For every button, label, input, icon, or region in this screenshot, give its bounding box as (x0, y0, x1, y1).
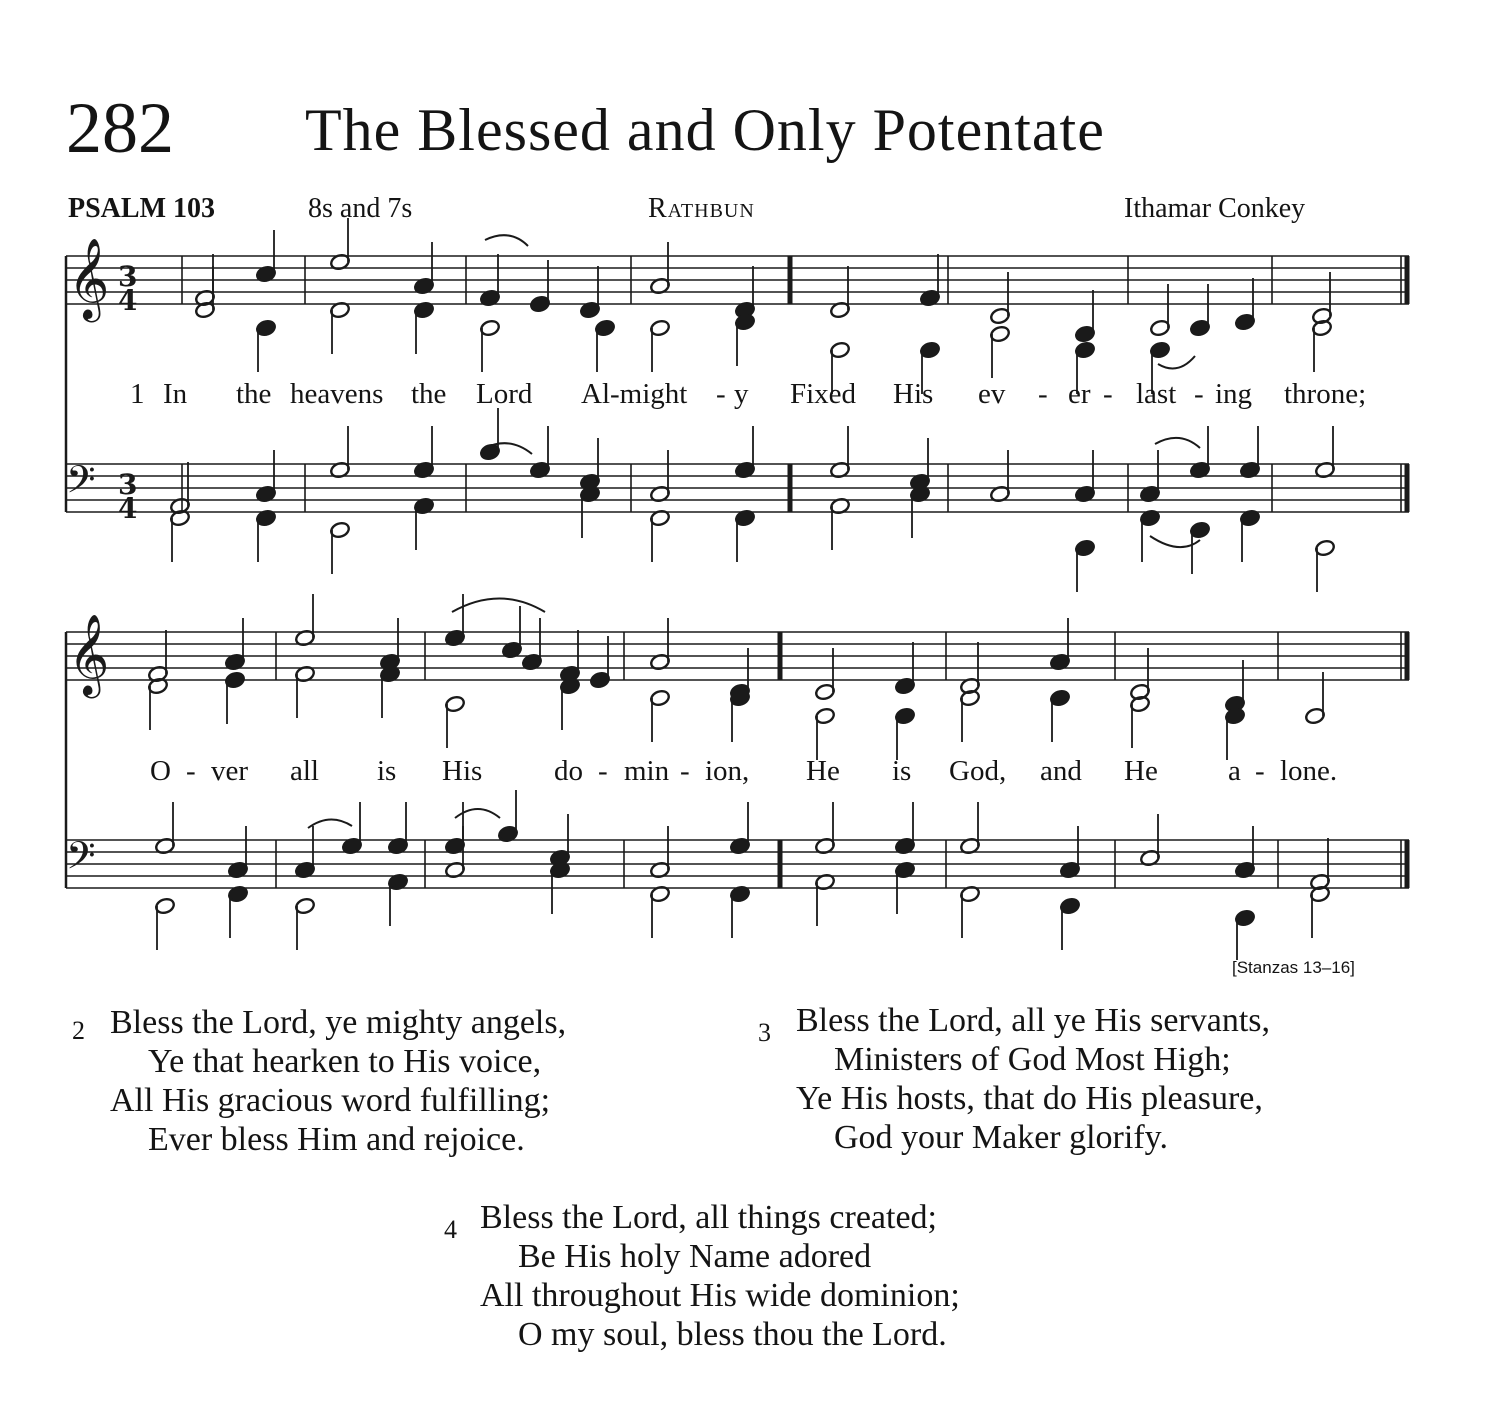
lyric-syllable: - (1194, 378, 1204, 410)
meter: 8s and 7s (308, 193, 413, 224)
stanza-line: Bless the Lord, all ye His servants, (796, 1002, 1271, 1039)
stanza-line: O my soul, bless thou the Lord. (518, 1316, 947, 1353)
stanza-line: Ye that hearken to His voice, (148, 1043, 542, 1080)
slur (485, 235, 528, 246)
lyric-syllable: the (411, 378, 447, 410)
lyric-syllable: is (377, 755, 397, 787)
stanza-number: 4 (444, 1215, 457, 1244)
stanza-line: Ministers of God Most High; (834, 1041, 1231, 1078)
time-signature-top: 3 (118, 260, 138, 293)
time-signature-bottom: 4 (118, 284, 138, 317)
slur (308, 819, 352, 828)
lyric-syllable: - (1038, 378, 1048, 410)
stanza-reference: [Stanzas 13–16] (1232, 958, 1355, 977)
bass-clef: 𝄢 (66, 457, 96, 511)
lyric-syllable: - (1103, 378, 1113, 410)
lyric-syllable: His (893, 378, 934, 410)
lyric-syllable: er (1068, 378, 1091, 410)
lyric-syllable: - (186, 755, 196, 787)
lyric-syllable: Fixed (790, 378, 857, 410)
treble-clef: 𝄞 (68, 613, 110, 695)
lyric-syllable: and (1040, 755, 1082, 787)
tune-name: Rathbun (648, 193, 755, 224)
bass-clef: 𝄢 (66, 833, 96, 887)
lyric-syllable: - (680, 755, 690, 787)
treble-clef: 𝄞 (68, 237, 110, 319)
stanza-line: All throughout His wide dominion; (480, 1277, 960, 1314)
stanza-4 (444, 1198, 960, 1354)
stanza-line: Bless the Lord, all things created; (480, 1199, 937, 1236)
lyric-syllable: He (1124, 755, 1158, 787)
lyric-syllable: min (624, 755, 670, 787)
lyric-syllable: is (892, 755, 912, 787)
lyric-syllable: ion, (705, 755, 750, 787)
lyric-syllable: O (150, 755, 171, 787)
stanza-line: Be His holy Name adored (518, 1238, 872, 1275)
lyric-syllable: a (1228, 755, 1241, 787)
lyric-syllable: - (716, 378, 726, 410)
slur (1155, 438, 1200, 448)
lyric-syllable: heavens (290, 378, 384, 410)
lyric-syllable: do (554, 755, 583, 787)
stanza-number: 2 (72, 1016, 85, 1045)
lyric-syllable: last (1136, 378, 1177, 410)
stanza-line: Ever bless Him and rejoice. (148, 1121, 525, 1158)
time-signature-bottom: 4 (118, 492, 138, 525)
psalm-reference: PSALM 103 (68, 193, 215, 224)
stanza-line: God your Maker glorify. (834, 1119, 1168, 1156)
stanza-line: Ye His hosts, that do His pleasure, (796, 1080, 1263, 1117)
stanza-line: All His gracious word fulfilling; (110, 1082, 551, 1119)
slur (452, 599, 545, 613)
lyric-syllable: y (734, 378, 749, 410)
slur (1158, 356, 1195, 369)
lyric-syllable: His (442, 755, 483, 787)
stanza-2 (72, 1003, 567, 1159)
lyric-syllable: the (236, 378, 272, 410)
lyric-syllable: - (598, 755, 608, 787)
lyric-syllable: ing (1215, 378, 1253, 410)
stanza-3 (758, 1001, 1271, 1157)
lyric-syllable: lone. (1280, 755, 1338, 787)
hymn-title: The Blessed and Only Potentate (305, 97, 1105, 163)
lyric-syllable: God, (949, 755, 1007, 787)
lyric-syllable: He (806, 755, 840, 787)
slur (455, 809, 500, 818)
composer: Ithamar Conkey (1124, 193, 1306, 224)
lyric-syllable: Lord (476, 378, 533, 410)
lyric-syllable: In (163, 378, 188, 410)
lyric-syllable: ver (211, 755, 249, 787)
stanza-number: 3 (758, 1018, 771, 1047)
lyric-syllable: Al-might (581, 378, 688, 410)
lyric-syllable: ev (978, 378, 1006, 410)
hymn-number: 282 (66, 88, 174, 168)
time-signature-top: 3 (118, 468, 138, 501)
lyric-syllable: all (290, 755, 319, 787)
lyric-syllable: throne; (1284, 378, 1367, 410)
lyric-stanza-marker: 1 (130, 378, 145, 410)
stanza-line: Bless the Lord, ye mighty angels, (110, 1004, 567, 1041)
lyric-syllable: - (1255, 755, 1265, 787)
